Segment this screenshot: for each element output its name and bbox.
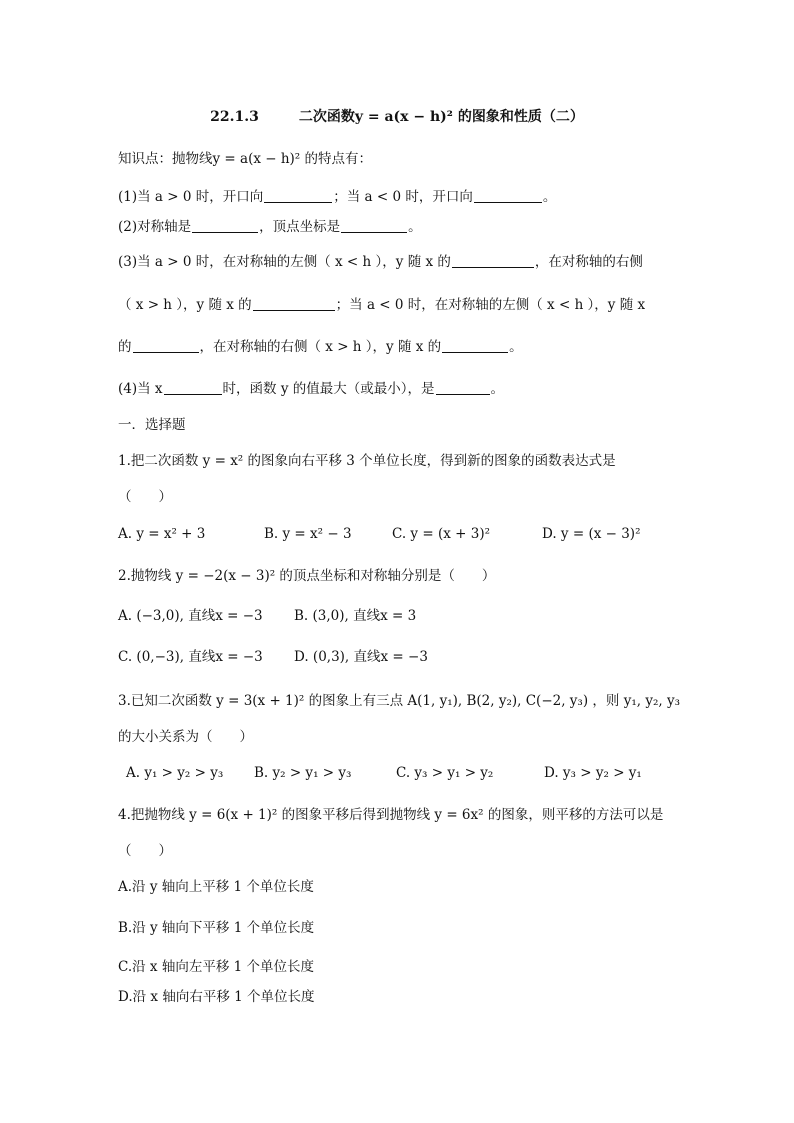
knowledge-point-2 <box>118 218 422 236</box>
text: 。 <box>490 381 504 397</box>
answer-blank <box>253 296 335 311</box>
question-3-stem-2: 的大小关系为（ ） <box>118 729 253 745</box>
question-3-stem: 3.已知二次函数 y = 3(x + 1)² 的图象上有三点 A(1, y₁), B(2, y₂), C(−2, y₃) ，则 y₁, y₂, y₃ <box>118 693 680 709</box>
option-d[interactable]: D.沿 x 轴向右平移 1 个单位长度 <box>118 989 315 1005</box>
text: ，顶点坐标是 <box>259 219 341 235</box>
text: 。 <box>408 219 422 235</box>
option-c[interactable]: C.沿 x 轴向左平移 1 个单位长度 <box>118 959 315 975</box>
text: ，在对称轴的右侧（ x > h ），y 随 x 的 <box>199 339 442 355</box>
option-d[interactable]: D. (0,3), 直线x = −3 <box>294 649 428 665</box>
option-b[interactable]: B. y₂ > y₁ > y₃ <box>254 765 352 781</box>
text: (4)当 x <box>118 381 163 397</box>
question-4-paren: （ ） <box>118 843 172 859</box>
question-4-stem: 4.把抛物线 y = 6(x + 1)² 的图象平移后得到抛物线 y = 6x² 的图象，则平移的方法可以是 <box>118 807 664 823</box>
question-2-stem: 2.抛物线 y = −2(x − 3)² 的顶点坐标和对称轴分别是（ ） <box>118 568 496 584</box>
section-heading: 一．选择题 <box>118 417 186 433</box>
answer-blank <box>442 338 508 353</box>
answer-blank <box>436 380 490 395</box>
option-d[interactable]: D. y₃ > y₂ > y₁ <box>544 765 642 781</box>
question-1-stem: 1.把二次函数 y = x² 的图象向右平移 3 个单位长度，得到新的图象的函数表达式是 <box>118 453 616 469</box>
text: ；当 a < 0 时，在对称轴的左侧（ x < h ），y 随 x <box>335 297 646 313</box>
option-b[interactable]: B.沿 y 轴向下平移 1 个单位长度 <box>118 920 315 936</box>
knowledge-point-1 <box>118 188 556 206</box>
knowledge-point-3-line-2 <box>118 296 645 314</box>
option-c[interactable]: C. y₃ > y₁ > y₂ <box>396 765 494 781</box>
answer-blank <box>192 218 258 233</box>
answer-blank <box>164 380 222 395</box>
knowledge-point-3-line-3 <box>118 338 523 356</box>
answer-blank <box>474 188 542 203</box>
text: 时，函数 y 的值最大（或最小），是 <box>222 381 435 397</box>
answer-blank <box>133 338 199 353</box>
option-a[interactable]: A. y₁ > y₂ > y₃ <box>126 765 224 781</box>
text: 的 <box>118 339 132 355</box>
question-1-paren: （ ） <box>118 489 172 505</box>
title-text: 二次函数y = a(x − h)² 的图象和性质（二） <box>298 109 584 125</box>
knowledge-intro: 知识点：抛物线y = a(x − h)² 的特点有： <box>118 151 373 167</box>
option-a[interactable]: A. y = x² + 3 <box>118 526 206 542</box>
option-c[interactable]: C. y = (x + 3)² <box>392 526 490 542</box>
text: (1)当 a > 0 时，开口向 <box>118 189 264 205</box>
text: 。 <box>509 339 523 355</box>
option-a[interactable]: A.沿 y 轴向上平移 1 个单位长度 <box>118 879 314 895</box>
option-a[interactable]: A. (−3,0), 直线x = −3 <box>118 608 263 624</box>
knowledge-point-4 <box>118 380 504 398</box>
option-b[interactable]: B. (3,0), 直线x = 3 <box>294 608 417 624</box>
section-number: 22.1.3 <box>210 109 259 125</box>
option-b[interactable]: B. y = x² − 3 <box>264 526 352 542</box>
text: ，在对称轴的右侧 <box>534 254 643 270</box>
option-c[interactable]: C. (0,−3), 直线x = −3 <box>118 649 263 665</box>
knowledge-point-3-line-1 <box>118 253 643 271</box>
page-title <box>0 106 794 126</box>
text: ；当 a < 0 时，开口向 <box>333 189 473 205</box>
answer-blank <box>341 218 407 233</box>
text: (2)对称轴是 <box>118 219 192 235</box>
answer-blank <box>452 253 534 268</box>
option-d[interactable]: D. y = (x − 3)² <box>542 526 641 542</box>
text: (3)当 a > 0 时，在对称轴的左侧（ x < h ），y 随 x 的 <box>118 254 451 270</box>
text: （ x > h ），y 随 x 的 <box>118 297 252 313</box>
answer-blank <box>264 188 332 203</box>
text: 。 <box>542 189 557 205</box>
